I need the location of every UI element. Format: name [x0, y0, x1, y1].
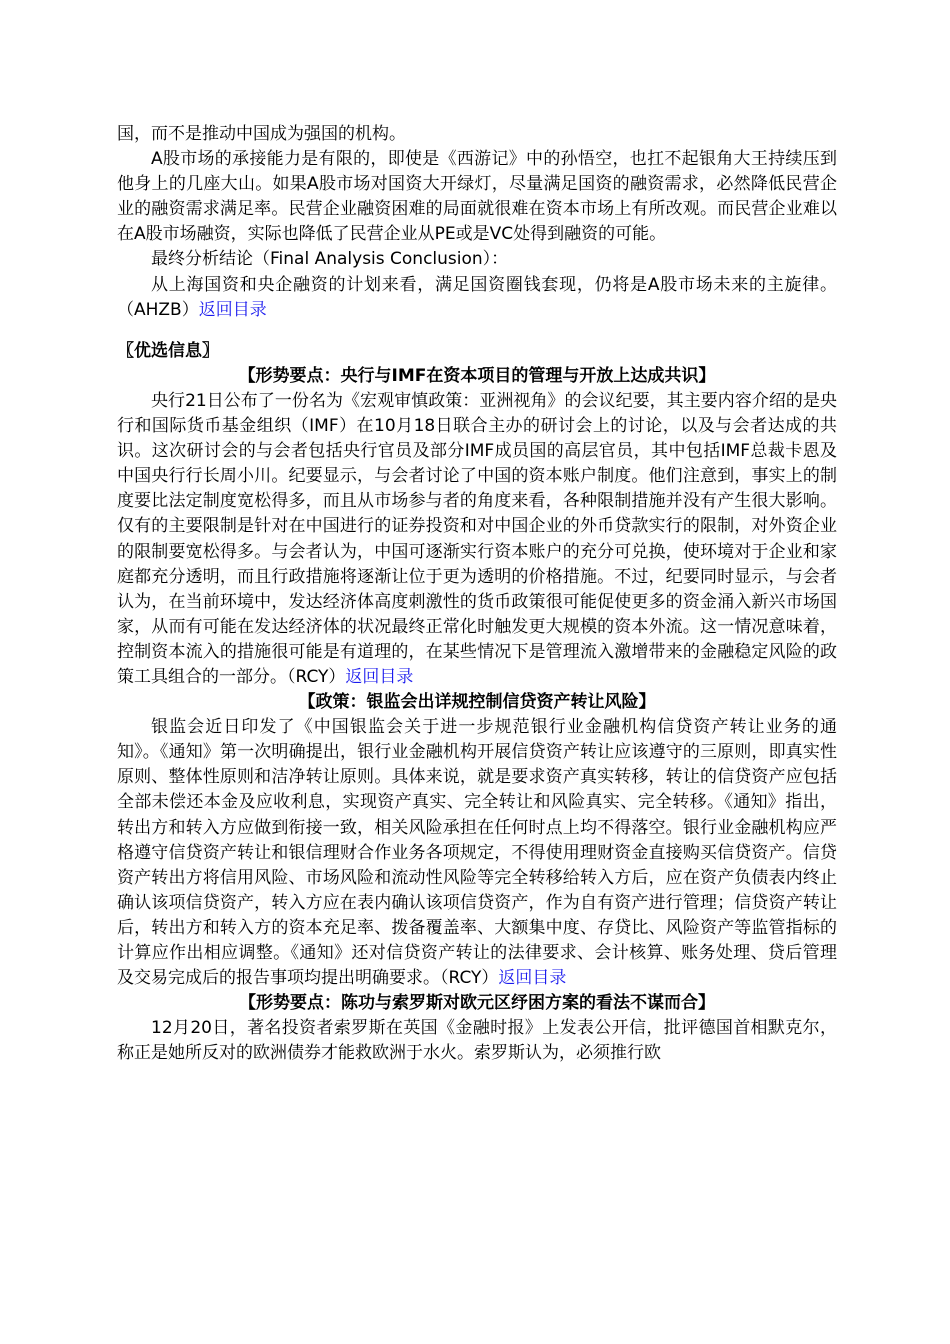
- article-body-soros: 12月20日，著名投资者索罗斯在英国《金融时报》上发表公开信，批评德国首相默克尔，称正是她所反对的欧洲债券才能救欧洲于水火。索罗斯认为，必须推行欧: [117, 1018, 837, 1064]
- paragraph-conclusion-label: 最终分析结论（Final Analysis Conclusion）：: [151, 249, 509, 270]
- article-text-cbrc: 银监会近日印发了《中国银监会关于进一步规范银行业金融机构信贷资产转让业务的通知》。《通知》第一次明确提出，银行业金融机构开展信贷资产转让应该遵守的三原则，即真实性原则、整体性原则和洁净转让原则。具体来说，就是要求资产真实转移，转让的信贷资产应包括全部未偿还本金及应收利息，实现资产真实、完全转让和风险真实、完全转移。《通知》指出，转出方和转入方应做到衔接一致，相关风险承担在任何时点上均不得落空。银行业金融机构应严格遵守信贷资产转让和银信理财合作业务各项规定，不得使用理财资金直接购买信贷资产。信贷资产转出方将信用风险、市场风险和流动性风险等完全转移给转入方后，应在资产负债表内终止确认该项信贷资产，转入方应在表内确认该项信贷资产，作为自有资产进行管理；信贷资产转让后，转出方和转入方的资本充足率、拨备覆盖率、大额集中度、存贷比、风险资产等监管指标的计算应作出相应调整。《通知》还对信贷资产转让的法律要求、会计核算、账务处理、贷后管理及交易完成后的报告事项均提出明确要求。（RCY）: [117, 717, 837, 989]
- conclusion-text: 从上海国资和央企融资的计划来看，满足国资圈钱套现，仍将是A股市场未来的主旋律。（AHZB）: [117, 274, 837, 320]
- article-body-imf: [117, 389, 837, 690]
- article-body-cbrc: [117, 715, 837, 991]
- return-to-toc-link[interactable]: 返回目录: [198, 299, 267, 320]
- paragraph-conclusion: [117, 273, 837, 323]
- return-to-toc-link[interactable]: 返回目录: [345, 666, 414, 687]
- paragraph-continuation: 国，而不是推动中国成为强国的机构。: [117, 124, 406, 144]
- article-heading-soros: 【形势要点：陈功与索罗斯对欧元区纾困方案的看法不谋而合】: [239, 993, 715, 1014]
- article-heading-imf: 【形势要点：央行与IMF在资本项目的管理与开放上达成共识】: [238, 365, 716, 386]
- paragraph-a-share-capacity: A股市场的承接能力是有限的，即使是《西游记》中的孙悟空，也扛不起银角大王持续压到他身上的几座大山。如果A股市场对国资大开绿灯，尽量满足国资的融资需求，必然降低民营企业的融资需求满足率。民营企业融资困难的局面就很难在资本市场上有所改观。而民营企业难以在A股市场融资，实际也降低了民营企业从PE或是VC处得到融资的可能。: [117, 149, 837, 245]
- article-text-imf: 央行21日公布了一份名为《宏观审慎政策：亚洲视角》的会议纪要，其主要内容介绍的是央行和国际货币基金组织（IMF）在10月18日联合主办的研讨会上的讨论，以及与会者达成的共识。这次研讨会的与会者包括央行官员及部分IMF成员国的高层官员，其中包括IMF总裁卡恩及中国央行行长周小川。纪要显示，与会者讨论了中国的资本账户制度。他们注意到，事实上的制度要比法定制度宽松得多，而且从市场参与者的角度来看，各种限制措施并没有产生很大影响。仅有的主要限制是针对在中国进行的证券投资和对中国企业的外币贷款实行的限制，对外资企业的限制要宽松得多。与会者认为，中国可逐渐实行资本账户的充分可兑换，使环境对于企业和家庭都充分透明，而且行政措施将逐渐让位于更为透明的价格措施。不过，纪要同时显示，与会者认为，在当前环境中，发达经济体高度刺激性的货币政策很可能促使更多的资金涌入新兴市场国家，从而有可能在发达经济体的状况最终正常化时触发更大规模的资本外流。这一情况意味着，控制资本流入的措施很可能是有道理的，在某些情况下是管理流入激增带来的金融稳定风险的政策工具组合的一部分。（RCY）: [117, 390, 837, 687]
- return-to-toc-link[interactable]: 返回目录: [498, 968, 567, 989]
- article-heading-cbrc: 【政策：银监会出详规控制信贷资产转让风险】: [298, 692, 656, 713]
- document-body: [117, 122, 837, 1066]
- section-title: 〖优选信息〗: [117, 340, 219, 361]
